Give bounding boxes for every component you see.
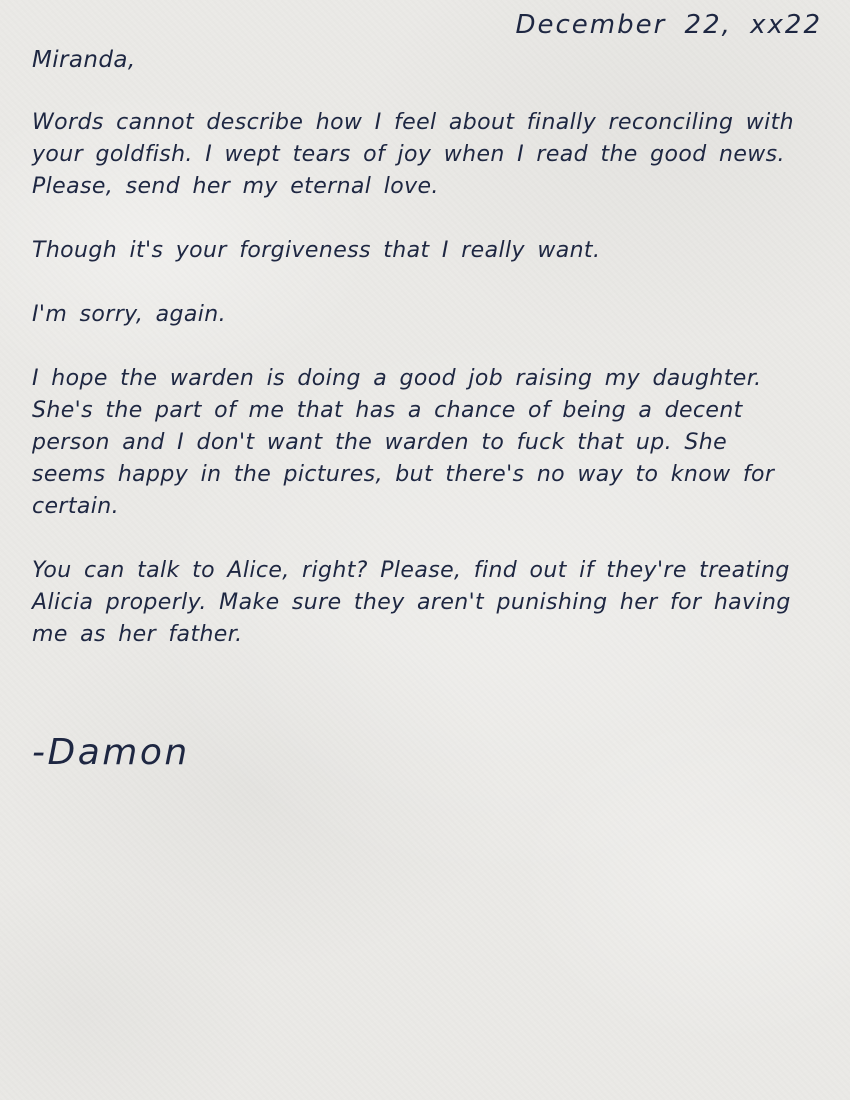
letter-greeting: Miranda, — [32, 47, 136, 73]
letter-body — [32, 107, 804, 651]
letter-date: December 22, xx22 — [515, 10, 822, 40]
letter-paragraph: Though it's your forgiveness that I really want. — [32, 238, 601, 263]
letter-paragraph: Words cannot describe how I feel about finally reconciling with your goldfish. I wept tears of joy when I read the good news. Please, send her my eternal love. — [32, 110, 794, 199]
letter-content — [32, 8, 822, 775]
letter-signature: -Damon — [32, 732, 190, 773]
letter-paragraph: I hope the warden is doing a good job raising my daughter. She's the part of me that has a chance of being a decent person and I don't want the warden to fuck that up. She seems happy in the pictures, but there's no way to know for certain. — [32, 366, 775, 519]
letter-paragraph: I'm sorry, again. — [32, 302, 227, 327]
letter-paragraph: You can talk to Alice, right? Please, find out if they're treating Alicia properly. Make sure they aren't punishing her for having me as her father. — [32, 558, 791, 647]
